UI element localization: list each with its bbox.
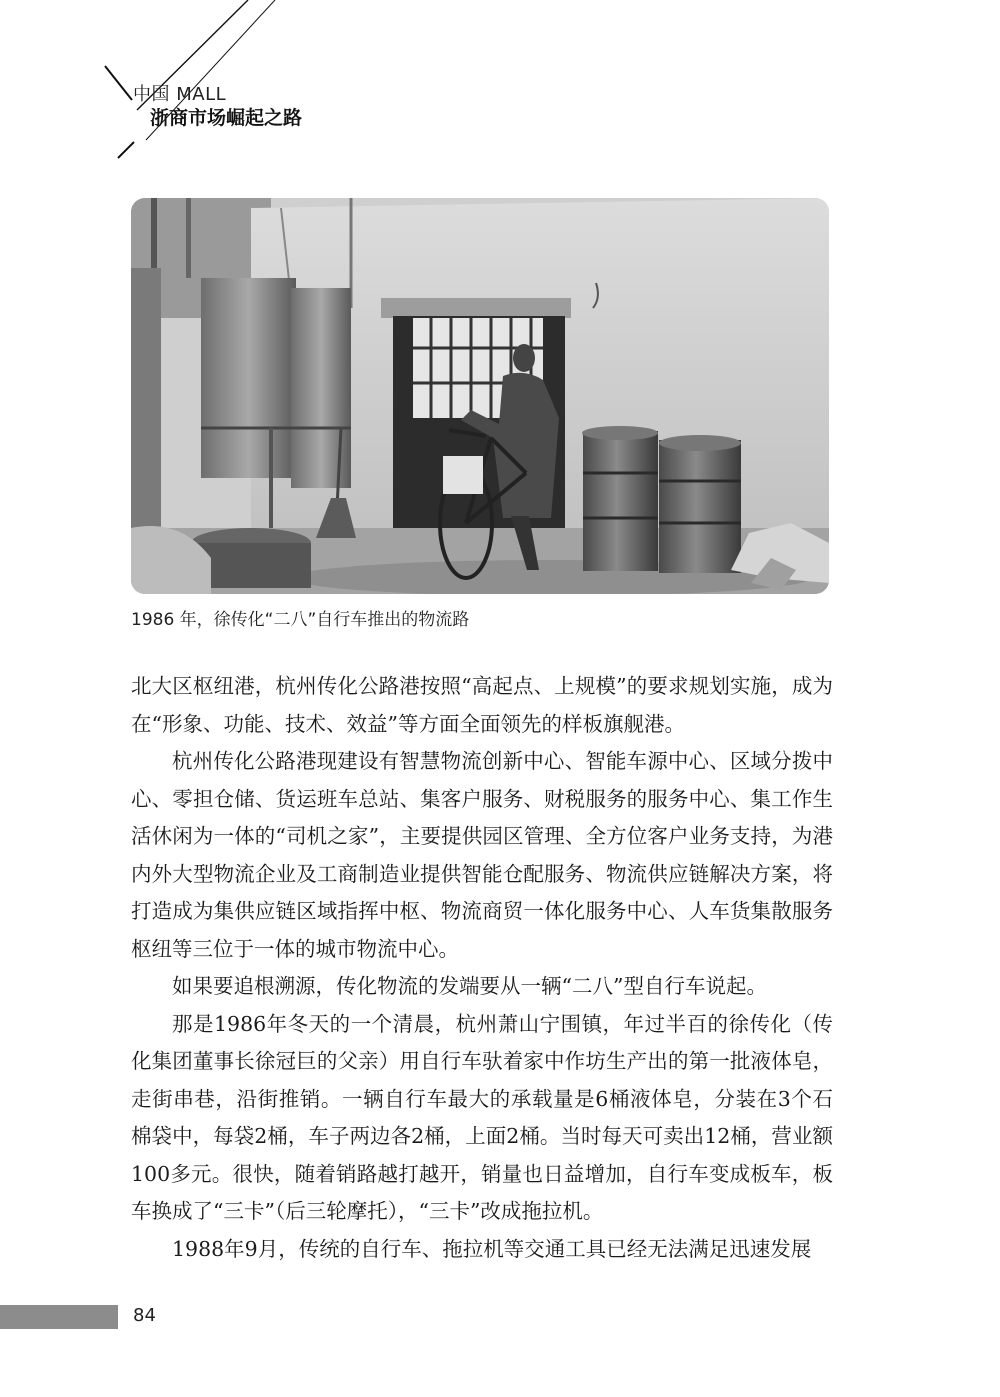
photo-illustration xyxy=(131,198,829,594)
body-text xyxy=(131,668,833,1268)
paragraph-5: 1988年9月，传统的自行车、拖拉机等交通工具已经无法满足迅速发展 xyxy=(172,1236,812,1261)
paragraph-2: 杭州传化公路港现建设有智慧物流创新中心、智能车源中心、区域分拨中心、零担仓储、货运班车总站、集客户服务、财税服务的服务中心、集工作生活休闲为一体的“司机之家”，主要提供园区管理、全方位客户业务支持，为港内外大型物流企业及工商制造业提供智能仓配服务、物流供应链解决方案，将打造成为集供应链区域指挥中枢、物流商贸一体化服务中心、人车货集散服务枢纽等三位于一体的城市物流中心。 xyxy=(131,749,833,961)
photo-caption: 1986 年，徐传化“二八”自行车推出的物流路 xyxy=(131,610,470,630)
footer-bar xyxy=(0,1305,118,1329)
book-title: 浙商市场崛起之路 xyxy=(150,107,303,129)
historical-photo xyxy=(131,198,829,594)
page-number: 84 xyxy=(133,1305,156,1326)
paragraph-4: 那是1986年冬天的一个清晨，杭州萧山宁围镇，年过半百的徐传化（传化集团董事长徐冠巨的父亲）用自行车驮着家中作坊生产出的第一批液体皂，走街串巷，沿街推销。一辆自行车最大的承载量是6桶液体皂，分装在3个石棉袋中，每袋2桶，车子两边各2桶，上面2桶。当时每天可卖出12桶，营业额100多元。很快，随着销路越打越开，销量也日益增加，自行车变成板车，板车换成了“三卡”（后三轮摩托），“三卡”改成拖拉机。 xyxy=(131,1011,833,1223)
paragraph-1: 北大区枢纽港，杭州传化公路港按照“高起点、上规模”的要求规划实施，成为在“形象、功能、技术、效益”等方面全面领先的样板旗舰港。 xyxy=(131,674,833,736)
series-title: 中国 MALL xyxy=(133,84,227,105)
paragraph-3: 如果要追根溯源，传化物流的发端要从一辆“二八”型自行车说起。 xyxy=(172,974,767,998)
